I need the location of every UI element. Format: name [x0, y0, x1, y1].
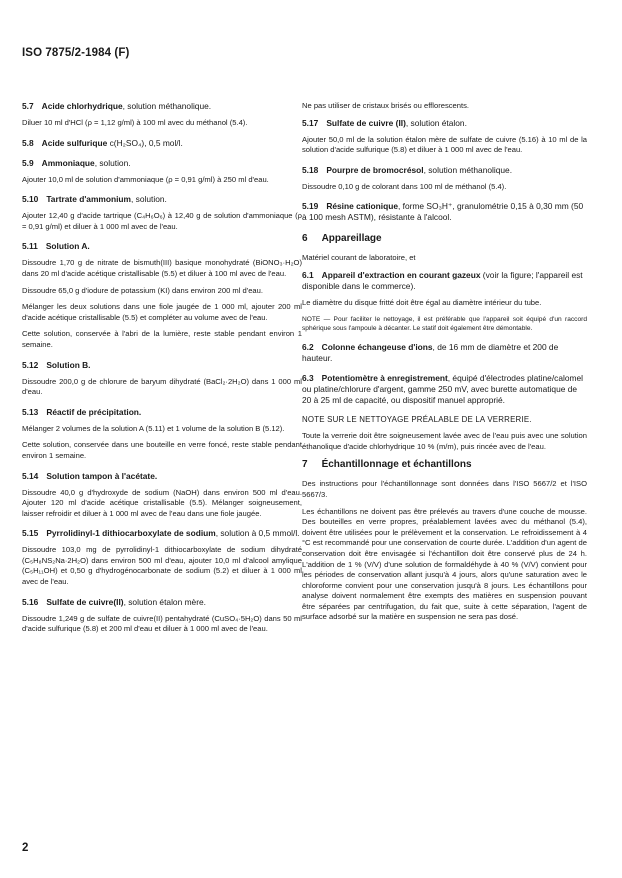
section-title: Sulfate de cuivre (II) — [326, 117, 406, 128]
section-title: Colonne échangeuse d'ions — [321, 341, 433, 352]
section-number: 6.3 — [302, 372, 314, 383]
chapter-heading: 6 Appareillage — [302, 233, 382, 245]
section-title: Résine cationique — [326, 201, 398, 212]
section-number: 5.13 — [22, 406, 39, 417]
paragraph: Dissoudre 0,10 g de colorant dans 100 ml de méthanol (5.4). — [302, 181, 507, 191]
section-title: Tartrate d'ammonium — [46, 194, 131, 205]
note: NOTE — Pour faciliter le nettoyage, il est préférable que l'appareil soit équipé d'un raccord sphérique sous l'ampoule à décanter. Le statif doit également être démontable. — [302, 315, 587, 332]
left-column: 5.7 Acide chlorhydrique, solution méthanolique. Diluer 10 ml d'HCl (ρ = 1,12 g/ml) à 100 ml avec du méthanol (5.4). 5.8 Acide sulfurique c(H₂SO₄), 0,5 mol/l. 5.9 Ammoniaque, solution. Ajouter 10,0 ml de solution d'ammoniaque (ρ = 0,91 g/ml) à 250 ml d'eau. 5.10 Tartrate d'ammonium, solution. Ajouter 12,40 g d'acide tartrique (C₄H₆O₆) à 12,40 g de solution d'ammoniaque (ρ = 0,91 g/ml) et diluer à 1 000 ml avec de l'eau. 5.11 Solution A. Dissoudre 1,70 g de nitrate de bismuth(III) basique monohydraté (BiONO₃·H₂O) dans 20 ml d'acide acétique cristallisable (5.5) et diluer à 100 ml avec de l'eau. Dissoudre 65,0 g d'iodure de potassium (KI) dans environ 200 ml d'eau. Mélanger les deux solutions dans une fiole jaugée de 1 000 ml, ajouter 200 ml d'acide acétique cristallisable (5.5) et compléter au volume avec de l'eau. Cette solution, conservée à l'abri de la lumière, reste stable pendant environ 1 semaine. 5.12 Solution B. Dissoudre 200,0 g de chlorure de baryum dihydraté (BaCl₂·2H₂O) dans 1 000 ml d'eau. 5.13 Réactif de précipitation. Mélanger 2 volumes de la solution A (5.11) et 1 volume de la solution B (5.12). Cette solution, conservée dans une bouteille en verre foncé, reste stable pendant environ 1 semaine. 5.14 Solution tampon à l'acétate. Dissoudre 40,0 g d'hydroxyde de sodium (NaOH) dans environ 500 ml d'eau. Ajouter 120 ml d'acide acétique cristallisable (5.5). Mélanger soigneusement, laisser refroidir et diluer à 1 000 ml avec de l'eau dans une fiole jaugée. 5.15 Pyrrolidinyl-1 dithiocarboxylate de sodium, solution à 0,5 mmol/l. Dissoudre 103,0 mg de pyrrolidinyl-1 dithiocarboxylate de sodium dihydraté (C₅H₈NS₂Na·2H₂O) dans environ 500 ml d'eau, ajouter 10,0 ml d'alcool amylique (C₅H₁₁OH) et 0,50 g d'hydrogénocarbonate de sodium (5.2) et diluer à 1 000 ml avec de l'eau. 5.16 Sulfate de cuivre(II), solution étalon mère. Dissoudre 1,249 g de sulfate de cuivre(II) pentahydraté (CuSO₄·5H₂O) dans 50 ml d'acide sulfurique (5.8) et 200 ml d'eau et diluer à 1 000 ml avec de l'eau. — [22, 101, 302, 634]
paragraph: Dissoudre 40,0 g d'hydroxyde de sodium (NaOH) dans environ 500 ml d'eau. Ajouter 120 ml d'acide acétique cristallisable (5.5). Mélanger soigneusement, laisser refroidir et diluer à 1 000 ml avec de l'eau dans une fiole jaugée. — [22, 487, 302, 518]
paragraph: Ne pas utiliser de cristaux brisés ou efflorescents. — [302, 101, 469, 110]
section-number: 5.10 — [22, 194, 39, 205]
paragraph: Ajouter 10,0 ml de solution d'ammoniaque (ρ = 0,91 g/ml) à 250 ml d'eau. — [22, 174, 269, 184]
paragraph: Matériel courant de laboratoire, et — [302, 253, 416, 263]
paragraph: Dissoudre 200,0 g de chlorure de baryum dihydraté (BaCl₂·2H₂O) dans 1 000 ml d'eau. — [22, 376, 302, 397]
section-title: Solution tampon à l'acétate. — [46, 470, 158, 481]
section-number: 5.8 — [22, 137, 34, 148]
paragraph: Le diamètre du disque fritté doit être égal au diamètre intérieur du tube. — [302, 297, 542, 307]
right-column: Ne pas utiliser de cristaux brisés ou efflorescents. 5.17 Sulfate de cuivre (II), solution étalon. Ajouter 50,0 ml de la solution étalon mère de sulfate de cuivre (5.16) à 10 ml de la solution d'acide sulfurique (5.8) et diluer à 1 000 ml avec de l'eau. 5.18 Pourpre de bromocrésol, solution méthanolique. Dissoudre 0,10 g de colorant dans 100 ml de méthanol (5.4). 5.19 Résine cationique, forme SO₃H⁺, granulométrie 0,15 à 0,30 mm (50 à 100 mesh ASTM), résistante à l'alcool. 6 Appareillage Matériel courant de laboratoire, et 6.1 Appareil d'extraction en courant gazeux (voir la figure; l'appareil est disponible dans le commerce). Le diamètre du disque fritté doit être égal au diamètre intérieur du tube. NOTE — Pour faciliter le nettoyage, il est préférable que l'appareil soit équipé d'un raccord sphérique sous l'ampoule à décanter. Le statif doit également être démontable. 6.2 Colonne échangeuse d'ions, de 16 mm de diamètre et 200 de hauteur. 6.3 Potentiomètre à enregistrement, équipé d'électrodes platine/calomel ou platine/chlorure d'argent, gamme 250 mV, avec burette automatique de 20 à 25 ml de capacité, ou dispositif manuel approprié. NOTE SUR LE NETTOYAGE PRÉALABLE DE LA VERRERIE. Toute la verrerie doit être soigneusement lavée avec de l'eau puis avec une solution éthanolique d'acide chlorhydrique 10 % (m/m), puis rincée avec de l'eau. 7 Échantillonnage et échantillons Des instructions pour l'échantillonnage sont données dans l'ISO 5667/2 et l'ISO 5667/3. Les échantillons ne doivent pas être prélevés au travers d'une couche de mousse. Des bouteilles en verre propres, préalablement lavées avec du méthanol (5.4), doivent être utilisées pour le prélèvement et la conservation. Le refroidissement à 4 °C est recommandé pour une conservation de courte durée. L'addition d'un agent de conservation doit être envisagée si l'échantillon doit être conservé plus de 24 h. L'addition de 1 % (V/V) d'une solution de formaldéhyde à 40 % (V/V) convient pour les périodes de conservation allant jusqu'à 4 jours, alors qu'une saturation avec le chloroforme convient pour une conservation jusqu'à 8 jours. Les échantillons pour analyse doivent normalement être exempts des matières en suspension pouvant être séparées par centrifugation, du fait que, suite à cette séparation, l'agent de surface adsorbé sur la matière en suspension ne sera pas dosé. — [302, 101, 587, 622]
section-number: 5.14 — [22, 470, 39, 481]
section-title: Acide chlorhydrique — [41, 101, 123, 111]
paragraph: Mélanger les deux solutions dans une fiole jaugée de 1 000 ml, ajouter 200 ml d'acide acétique cristallisable (5.5) et compléter au volume avec de l'eau. — [22, 302, 302, 322]
section-number: 5.11 — [22, 241, 38, 252]
paragraph: Ajouter 12,40 g d'acide tartrique (C₄H₆O₆) à 12,40 g de solution d'ammoniaque (ρ = 0,91 g/ml) et diluer à 1 000 ml avec de l'eau. — [22, 211, 302, 231]
paragraph: Ajouter 50,0 ml de la solution étalon mère de sulfate de cuivre (5.16) à 10 ml de la solution d'acide sulfurique (5.8) et diluer à 1 000 ml avec de l'eau. — [302, 134, 587, 155]
paragraph: Cette solution, conservée dans une bouteille en verre foncé, reste stable pendant environ 1 semaine. — [22, 440, 302, 460]
section-number: 5.18 — [302, 164, 319, 175]
chapter-heading: 7 Échantillonnage et échantillons — [302, 459, 472, 471]
section-number: 6.1 — [302, 269, 314, 280]
paragraph: Dissoudre 1,70 g de nitrate de bismuth(III) basique monohydraté (BiONO₃·H₂O) dans 20 ml d'acide acétique cristallisable (5.5) et diluer à 100 ml avec de l'eau. — [22, 258, 302, 278]
section-number: 5.19 — [302, 201, 319, 212]
paragraph: Dissoudre 65,0 g d'iodure de potassium (KI) dans environ 200 ml d'eau. — [22, 285, 263, 295]
section-number: 6.2 — [302, 341, 314, 352]
paragraph: Dissoudre 1,249 g de sulfate de cuivre(II) pentahydraté (CuSO₄·5H₂O) dans 50 ml d'acide sulfurique (5.8) et 200 ml d'eau et diluer à 1 000 ml avec de l'eau. — [22, 613, 302, 634]
section-number: 5.7 — [22, 101, 34, 111]
page-number: 2 — [22, 842, 29, 854]
section-title: Sulfate de cuivre(II) — [46, 596, 124, 607]
section-title: Pyrrolidinyl-1 dithiocarboxylate de sodium — [46, 528, 216, 539]
cleaning-note-heading: NOTE SUR LE NETTOYAGE PRÉALABLE DE LA VERRERIE. — [302, 414, 532, 424]
section-title: Pourpre de bromocrésol — [326, 164, 424, 175]
section-number: 5.9 — [22, 157, 34, 168]
section-number: 5.17 — [302, 117, 319, 128]
section-title: Potentiomètre à enregistrement — [321, 372, 448, 383]
paragraph: Les échantillons ne doivent pas être prélevés au travers d'une couche de mousse. Des bouteilles en verre propres, préalablement lavées avec du méthanol (5.4), doivent être utilisées pour le prélèvement et la conservation. Le refroidissement à 4 °C est recommandé pour une conservation de courte durée. L'addition d'un agent de conservation doit être envisagée si l'échantillon doit être conservé plus de 24 h. L'addition de 1 % (V/V) d'une solution de formaldéhyde à 40 % (V/V) convient pour les périodes de conservation allant jusqu'à 4 jours, alors qu'une saturation avec le chloroforme convient pour une conservation jusqu'à 8 jours. Les échantillons pour analyse doivent normalement être exempts des matières en suspension pouvant être séparées par centrifugation, du fait que, suite à cette séparation, l'agent de surface adsorbé sur la matière en suspension ne sera pas dosé. — [302, 506, 587, 622]
section-number: 5.16 — [22, 596, 39, 607]
paragraph: Diluer 10 ml d'HCl (ρ = 1,12 g/ml) à 100 ml avec du méthanol (5.4). — [22, 118, 248, 127]
section-number: 5.12 — [22, 359, 39, 370]
section-title: Réactif de précipitation. — [46, 406, 142, 417]
paragraph: Des instructions pour l'échantillonnage sont données dans l'ISO 5667/2 et l'ISO 5667/3. — [302, 479, 587, 499]
section-number: 5.15 — [22, 528, 39, 539]
section-title: Solution A. — [45, 241, 90, 252]
paragraph: Dissoudre 103,0 mg de pyrrolidinyl-1 dithiocarboxylate de sodium dihydraté (C₅H₈NS₂Na·2H₂O) dans environ 500 ml d'eau, ajouter 10,0 ml d'alcool amylique (C₅H₁₁OH) et 0,50 g d'hydrogénocarbonate de sodium (5.2) et diluer à 1 000 ml avec de l'eau. — [22, 545, 302, 587]
paragraph: Toute la verrerie doit être soigneusement lavée avec de l'eau puis avec une solution éthanolique d'acide chlorhydrique 10 % (m/m), puis rincée avec de l'eau. — [302, 431, 587, 451]
section-title: Appareil d'extraction en courant gazeux — [321, 269, 481, 280]
paragraph: Mélanger 2 volumes de la solution A (5.11) et 1 volume de la solution B (5.12). — [22, 423, 285, 433]
section-title: Solution B. — [46, 359, 91, 370]
section-title: Acide sulfurique — [41, 137, 108, 148]
paragraph: Cette solution, conservée à l'abri de la lumière, reste stable pendant environ 1 semaine. — [22, 329, 302, 349]
section-title: Ammoniaque — [41, 157, 95, 168]
document-header: ISO 7875/2-1984 (F) — [22, 47, 130, 59]
